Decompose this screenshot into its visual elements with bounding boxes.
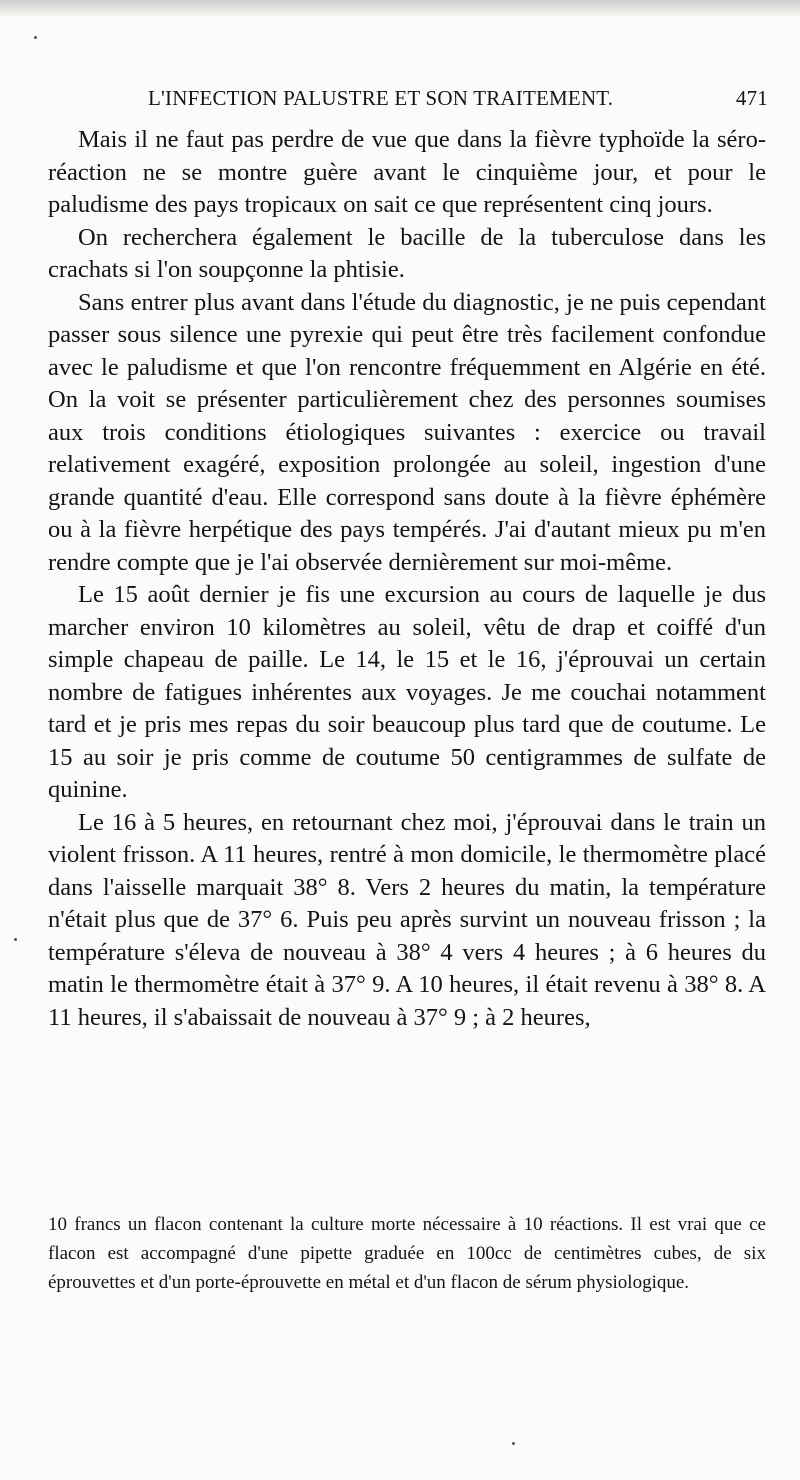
paragraph: Le 15 août dernier je fis une excursion au cours de laquelle je dus marcher environ 10 kilomètres au soleil, vêtu de drap et coiffé d'un simple chapeau de paille. Le 14, le 15 et le 16, j'éprouvai un certain nombre de fatigues inhérentes aux voyages. Je me couchai notamment tard et je pris mes repas du soir beaucoup plus tard que de coutume. Le 15 au soir je pris comme de coutume 50 centigrammes de sulfate de quinine. [48,581,766,803]
body-text [48,124,766,1034]
scan-speck [14,938,17,941]
page-number: 471 [735,86,768,110]
running-title: L'INFECTION PALUSTRE ET SON TRAITEMENT. [148,86,614,110]
paragraph: On recherchera également le bacille de la tuberculose dans les crachats si l'on soupçonne la phtisie. [48,223,766,283]
paragraph: Mais il ne faut pas perdre de vue que dans la fièvre typhoïde la séro-réaction ne se montre guère avant le cinquième jour, et pour le paludisme des pays tropicaux on sait ce que représentent cinq jours. [48,126,766,218]
paragraph: Sans entrer plus avant dans l'étude du diagnostic, je ne puis cependant passer sous silence une pyrexie qui peut être très facilement confondue avec le paludisme et que l'on rencontre fréquemment en Algérie en été. On la voit se présenter particulièrement chez des personnes soumises aux trois conditions étiologiques suivantes : exercice ou travail relativement exagéré, exposition prolongée au soleil, ingestion d'une grande quantité d'eau. Elle correspond sans doute à la fièvre éphémère ou à la fièvre herpétique des pays tempérés. J'ai d'autant mieux pu m'en rendre compte que je l'ai observée dernièrement sur moi-même. [48,288,766,576]
scan-speck [34,36,37,39]
scan-edge [0,0,800,18]
footnote-text: 10 francs un flacon contenant la culture morte nécessaire à 10 réactions. Il est vrai que ce flacon est accompagné d'une pipette graduée en 100cc de centimètres cubes, de six éprouvettes et d'un porte-éprouvette en métal et d'un flacon de sérum physiologique. [48,1214,766,1293]
paragraph: Le 16 à 5 heures, en retournant chez moi, j'éprouvai dans le train un violent frisson. A 11 heures, rentré à mon domicile, le thermomètre placé dans l'aisselle marquait 38° 8. Vers 2 heures du matin, la température n'était plus que de 37° 6. Puis peu après survint un nouveau frisson ; la température s'éleva de nouveau à 38° 4 vers 4 heures ; à 6 heures du matin le thermomètre était à 37° 9. A 10 heures, il était revenu à 38° 8. A 11 heures, il s'abaissait de nouveau à 37° 9 ; à 2 heures, [48,808,766,1031]
footnote [48,1210,766,1297]
scan-speck [512,1442,515,1445]
running-header [148,86,768,116]
